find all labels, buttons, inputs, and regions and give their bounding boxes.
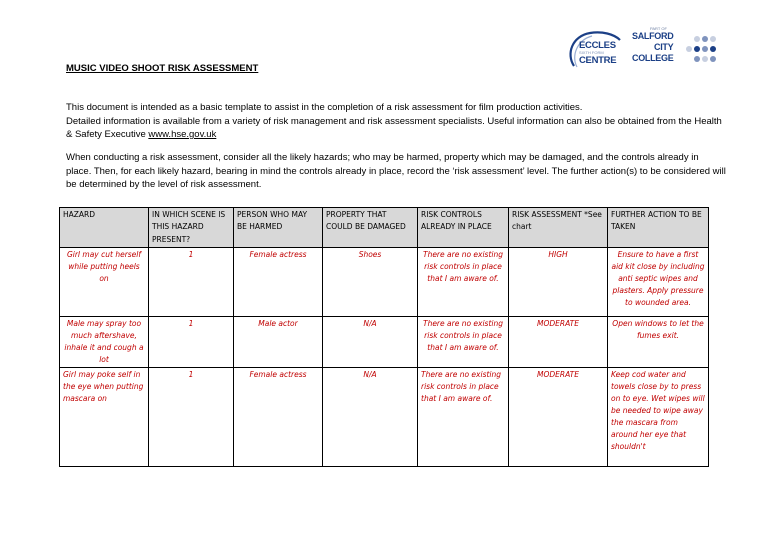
cell-person: Male actor [234,317,323,368]
cell-hazard: Girl may poke self in the eye when putting mascara on [60,368,149,467]
intro-line2-text: Detailed information is available from a variety of risk management and risk assessment specialists. Useful information can also be obtained from the Health & Safety Executive [66,115,722,140]
risk-assessment-table [59,207,709,467]
hse-link[interactable]: www.hse.gov.uk [148,129,217,140]
header-hazard: HAZARD [60,208,149,248]
table-header-row [60,208,709,248]
cell-scene: 1 [149,368,234,467]
eccles-centre-logo [568,30,624,70]
header-person: PERSON WHO MAY BE HARMED [234,208,323,248]
eccles-line1: ECCLES [579,40,616,51]
cell-person: Female actress [234,368,323,467]
cell-property: Shoes [323,248,418,317]
header-assessment: RISK ASSESSMENT *See chart [509,208,608,248]
intro-line1: This document is intended as a basic template to assist in the completion of a risk assessment for film production activities. [66,102,583,113]
salford-line2: CITY [654,42,674,52]
guidance-paragraph: When conducting a risk assessment, consider all the likely hazards; who may be harmed, property which may be damaged, and the controls already in place. Then, for each likely hazard, bearing in mind the controls already in place, record the ‘risk assessment’ level. The further action(s) to be considered will be determined by the level of risk assessment. [66,152,726,190]
cell-controls: There are no existing risk controls in place that I am aware of. [418,248,509,317]
table-row [60,248,709,317]
header-property: PROPERTY THAT COULD BE DAMAGED [323,208,418,248]
salford-city-college-logo [632,26,714,72]
cell-hazard: Girl may cut herself while putting heels on [60,248,149,317]
table-row [60,317,709,368]
intro-line2 [66,115,726,142]
salford-line3: COLLEGE [632,53,674,63]
cell-further-action: Ensure to have a first aid kit close by including anti septic wipes and plasters. Apply pressure to wounded area. [608,248,709,317]
cell-assessment: MODERATE [509,317,608,368]
cell-controls: There are no existing risk controls in place that I am aware of. [418,317,509,368]
salford-dots-icon [680,32,716,68]
cell-further-action: Keep cod water and towels close by to press on to eye. Wet wipes will be needed to wipe away the mascara from around her eye that shouldn't [608,368,709,467]
header-scene: IN WHICH SCENE IS THIS HAZARD PRESENT? [149,208,234,248]
intro-paragraph [66,101,726,142]
document-title: MUSIC VIDEO SHOOT RISK ASSESSMENT [66,63,259,74]
eccles-line3: CENTRE [579,55,617,66]
table-row [60,368,709,467]
logos [560,24,720,74]
cell-property: N/A [323,317,418,368]
cell-scene: 1 [149,317,234,368]
cell-scene: 1 [149,248,234,317]
cell-hazard: Male may spray too much aftershave, inhale it and cough a lot [60,317,149,368]
cell-property: N/A [323,368,418,467]
salford-line1: SALFORD [632,31,674,41]
salford-part-of: PART OF [650,26,667,31]
cell-person: Female actress [234,248,323,317]
cell-assessment: MODERATE [509,368,608,467]
cell-assessment: HIGH [509,248,608,317]
eccles-line2: SIXTH FORM [579,50,604,55]
cell-further-action: Open windows to let the fumes exit. [608,317,709,368]
cell-controls: There are no existing risk controls in place that I am aware of. [418,368,509,467]
header-further-action: FURTHER ACTION TO BE TAKEN [608,208,709,248]
header-controls: RISK CONTROLS ALREADY IN PLACE [418,208,509,248]
